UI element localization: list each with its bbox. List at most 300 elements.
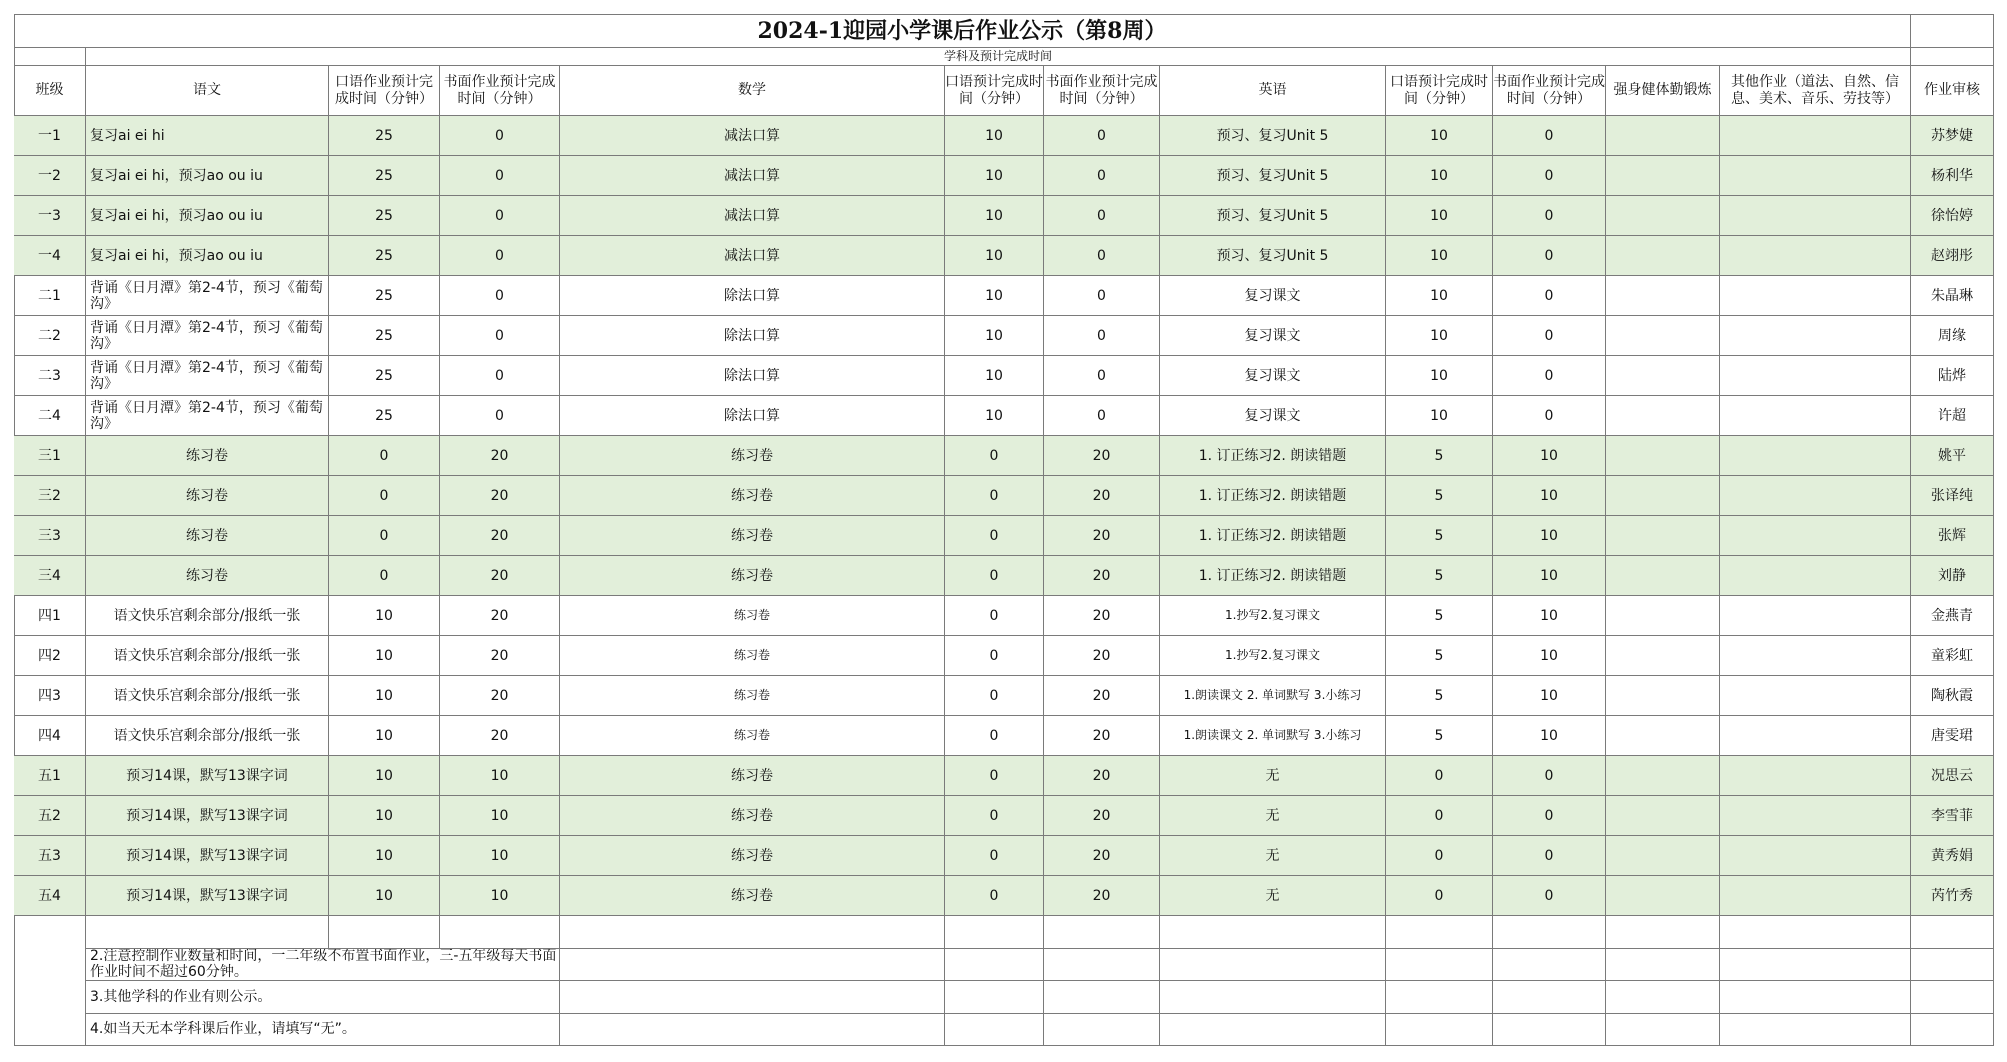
cell-math[interactable] (560, 596, 945, 636)
cell-math[interactable] (560, 436, 945, 476)
cell-exercise[interactable] (1606, 156, 1720, 196)
cell-exercise[interactable] (1606, 636, 1720, 676)
cell-other[interactable] (1720, 476, 1911, 516)
cell-english[interactable] (1160, 196, 1386, 236)
cell-english[interactable] (1160, 276, 1386, 316)
class-label[interactable] (14, 396, 86, 436)
cell-chinese-written[interactable] (440, 716, 560, 756)
cell-english-oral[interactable] (1386, 636, 1493, 676)
cell-exercise[interactable] (1606, 836, 1720, 876)
cell-chinese-written[interactable] (440, 836, 560, 876)
cell-other[interactable] (1720, 756, 1911, 796)
cell-english[interactable] (1160, 516, 1386, 556)
notes-empty-cell[interactable] (1720, 1014, 1911, 1047)
notes-empty-cell[interactable] (945, 949, 1044, 982)
cell-math[interactable] (560, 636, 945, 676)
notes-empty-cell[interactable] (1493, 949, 1606, 982)
cell-exercise[interactable] (1606, 276, 1720, 316)
class-label[interactable] (14, 516, 86, 556)
subheader-empty-cell[interactable] (1911, 48, 1994, 66)
cell-math-oral[interactable] (945, 396, 1044, 436)
class-label[interactable] (14, 116, 86, 156)
cell-chinese[interactable] (86, 196, 329, 236)
cell-chinese[interactable] (86, 156, 329, 196)
cell-chinese-oral[interactable] (329, 876, 440, 916)
cell-reviewer[interactable] (1911, 716, 1994, 756)
cell-chinese-written[interactable] (440, 396, 560, 436)
cell-math-written[interactable] (1044, 756, 1160, 796)
cell-reviewer[interactable] (1911, 756, 1994, 796)
cell-exercise[interactable] (1606, 436, 1720, 476)
cell-chinese-oral[interactable] (329, 436, 440, 476)
cell-reviewer[interactable] (1911, 276, 1994, 316)
cell-english-oral[interactable] (1386, 476, 1493, 516)
cell-math-oral[interactable] (945, 156, 1044, 196)
cell-math-written[interactable] (1044, 156, 1160, 196)
notes-empty-cell[interactable] (945, 916, 1044, 949)
notes-empty-cell[interactable] (1044, 981, 1160, 1014)
cell-math[interactable] (560, 796, 945, 836)
cell-english-written[interactable] (1493, 596, 1606, 636)
notes-empty-cell[interactable] (86, 916, 329, 949)
cell-math-oral[interactable] (945, 636, 1044, 676)
cell-reviewer[interactable] (1911, 556, 1994, 596)
cell-chinese[interactable] (86, 356, 329, 396)
cell-math-oral[interactable] (945, 236, 1044, 276)
cell-english-written[interactable] (1493, 676, 1606, 716)
cell-exercise[interactable] (1606, 556, 1720, 596)
cell-english[interactable] (1160, 756, 1386, 796)
cell-other[interactable] (1720, 516, 1911, 556)
cell-math-written[interactable] (1044, 316, 1160, 356)
cell-english-written[interactable] (1493, 156, 1606, 196)
notes-empty-cell[interactable] (1386, 949, 1493, 982)
cell-exercise[interactable] (1606, 516, 1720, 556)
cell-math[interactable] (560, 676, 945, 716)
cell-english[interactable] (1160, 836, 1386, 876)
notes-empty-cell[interactable] (1606, 981, 1720, 1014)
cell-chinese[interactable] (86, 756, 329, 796)
cell-chinese-oral[interactable] (329, 196, 440, 236)
cell-english-written[interactable] (1493, 756, 1606, 796)
cell-english[interactable] (1160, 716, 1386, 756)
cell-english-written[interactable] (1493, 476, 1606, 516)
cell-exercise[interactable] (1606, 716, 1720, 756)
notes-empty-cell[interactable] (560, 949, 945, 982)
notes-empty-cell[interactable] (1160, 1014, 1386, 1047)
cell-english[interactable] (1160, 476, 1386, 516)
cell-math-written[interactable] (1044, 796, 1160, 836)
cell-math-oral[interactable] (945, 756, 1044, 796)
cell-english-written[interactable] (1493, 876, 1606, 916)
class-label[interactable] (14, 556, 86, 596)
cell-chinese-oral[interactable] (329, 596, 440, 636)
cell-chinese-written[interactable] (440, 156, 560, 196)
cell-chinese-oral[interactable] (329, 516, 440, 556)
cell-math[interactable] (560, 396, 945, 436)
notes-empty-cell[interactable] (560, 1014, 945, 1047)
cell-other[interactable] (1720, 836, 1911, 876)
cell-english-oral[interactable] (1386, 156, 1493, 196)
cell-chinese-oral[interactable] (329, 756, 440, 796)
cell-math-oral[interactable] (945, 516, 1044, 556)
cell-english-oral[interactable] (1386, 116, 1493, 156)
notes-empty-cell[interactable] (1044, 949, 1160, 982)
cell-english-oral[interactable] (1386, 716, 1493, 756)
cell-english[interactable] (1160, 116, 1386, 156)
notes-empty-cell[interactable] (1911, 981, 1994, 1014)
cell-reviewer[interactable] (1911, 836, 1994, 876)
cell-chinese-oral[interactable] (329, 316, 440, 356)
cell-math-written[interactable] (1044, 876, 1160, 916)
cell-english-oral[interactable] (1386, 236, 1493, 276)
notes-empty-cell[interactable] (1911, 1014, 1994, 1047)
notes-empty-cell[interactable] (1720, 981, 1911, 1014)
cell-chinese-written[interactable] (440, 116, 560, 156)
cell-chinese-oral[interactable] (329, 236, 440, 276)
cell-other[interactable] (1720, 196, 1911, 236)
cell-english-written[interactable] (1493, 516, 1606, 556)
notes-empty-cell[interactable] (1911, 949, 1994, 982)
cell-exercise[interactable] (1606, 196, 1720, 236)
cell-english-written[interactable] (1493, 236, 1606, 276)
cell-chinese-written[interactable] (440, 356, 560, 396)
cell-english-oral[interactable] (1386, 356, 1493, 396)
cell-math-written[interactable] (1044, 516, 1160, 556)
cell-other[interactable] (1720, 236, 1911, 276)
cell-chinese-written[interactable] (440, 436, 560, 476)
cell-other[interactable] (1720, 716, 1911, 756)
notes-empty-cell[interactable] (1160, 949, 1386, 982)
notes-empty-cell[interactable] (1720, 916, 1911, 949)
class-label[interactable] (14, 476, 86, 516)
notes-empty-cell[interactable] (945, 981, 1044, 1014)
cell-english-written[interactable] (1493, 396, 1606, 436)
cell-english-written[interactable] (1493, 556, 1606, 596)
cell-english-oral[interactable] (1386, 516, 1493, 556)
cell-chinese-oral[interactable] (329, 556, 440, 596)
cell-english-written[interactable] (1493, 316, 1606, 356)
notes-empty-cell[interactable] (1386, 981, 1493, 1014)
cell-chinese-oral[interactable] (329, 716, 440, 756)
class-label[interactable] (14, 676, 86, 716)
cell-math-written[interactable] (1044, 356, 1160, 396)
cell-chinese[interactable] (86, 516, 329, 556)
cell-chinese[interactable] (86, 476, 329, 516)
cell-math-written[interactable] (1044, 596, 1160, 636)
notes-empty-cell[interactable] (1160, 981, 1386, 1014)
cell-english-oral[interactable] (1386, 676, 1493, 716)
cell-english-written[interactable] (1493, 796, 1606, 836)
class-label[interactable] (14, 436, 86, 476)
class-label[interactable] (14, 356, 86, 396)
cell-other[interactable] (1720, 156, 1911, 196)
cell-english[interactable] (1160, 636, 1386, 676)
cell-math-oral[interactable] (945, 876, 1044, 916)
cell-english[interactable] (1160, 796, 1386, 836)
cell-chinese-oral[interactable] (329, 356, 440, 396)
cell-chinese-written[interactable] (440, 516, 560, 556)
notes-empty-cell[interactable] (1720, 949, 1911, 982)
cell-other[interactable] (1720, 796, 1911, 836)
cell-math-written[interactable] (1044, 476, 1160, 516)
cell-chinese-written[interactable] (440, 556, 560, 596)
cell-reviewer[interactable] (1911, 636, 1994, 676)
cell-chinese-oral[interactable] (329, 116, 440, 156)
cell-exercise[interactable] (1606, 876, 1720, 916)
cell-english-oral[interactable] (1386, 836, 1493, 876)
cell-exercise[interactable] (1606, 756, 1720, 796)
cell-chinese-written[interactable] (440, 316, 560, 356)
notes-empty-cell[interactable] (1160, 916, 1386, 949)
cell-chinese-written[interactable] (440, 796, 560, 836)
cell-chinese[interactable] (86, 836, 329, 876)
cell-math-written[interactable] (1044, 436, 1160, 476)
cell-chinese-written[interactable] (440, 596, 560, 636)
cell-math-written[interactable] (1044, 716, 1160, 756)
cell-math-oral[interactable] (945, 356, 1044, 396)
notes-empty-cell[interactable] (1493, 1014, 1606, 1047)
cell-reviewer[interactable] (1911, 356, 1994, 396)
cell-math-oral[interactable] (945, 796, 1044, 836)
cell-chinese[interactable] (86, 876, 329, 916)
cell-english-oral[interactable] (1386, 196, 1493, 236)
cell-math[interactable] (560, 196, 945, 236)
subheader-empty-cell[interactable] (14, 48, 86, 66)
cell-chinese[interactable] (86, 396, 329, 436)
cell-math-written[interactable] (1044, 196, 1160, 236)
cell-reviewer[interactable] (1911, 196, 1994, 236)
class-label[interactable] (14, 756, 86, 796)
cell-math-oral[interactable] (945, 596, 1044, 636)
cell-english-written[interactable] (1493, 116, 1606, 156)
cell-chinese-written[interactable] (440, 756, 560, 796)
cell-chinese[interactable] (86, 316, 329, 356)
cell-math[interactable] (560, 836, 945, 876)
cell-english-oral[interactable] (1386, 556, 1493, 596)
notes-empty-cell[interactable] (1606, 949, 1720, 982)
notes-empty-cell[interactable] (1386, 1014, 1493, 1047)
cell-math-oral[interactable] (945, 836, 1044, 876)
cell-english[interactable] (1160, 236, 1386, 276)
cell-math[interactable] (560, 356, 945, 396)
cell-math-written[interactable] (1044, 636, 1160, 676)
cell-math-oral[interactable] (945, 436, 1044, 476)
cell-other[interactable] (1720, 276, 1911, 316)
cell-reviewer[interactable] (1911, 116, 1994, 156)
cell-english[interactable] (1160, 876, 1386, 916)
cell-math[interactable] (560, 756, 945, 796)
cell-math-written[interactable] (1044, 116, 1160, 156)
class-label[interactable] (14, 596, 86, 636)
cell-other[interactable] (1720, 396, 1911, 436)
cell-chinese-written[interactable] (440, 276, 560, 316)
cell-math[interactable] (560, 276, 945, 316)
notes-empty-cell[interactable] (1493, 916, 1606, 949)
cell-english-oral[interactable] (1386, 876, 1493, 916)
cell-english-written[interactable] (1493, 636, 1606, 676)
cell-english-oral[interactable] (1386, 756, 1493, 796)
cell-chinese[interactable] (86, 676, 329, 716)
cell-math-oral[interactable] (945, 196, 1044, 236)
cell-english[interactable] (1160, 316, 1386, 356)
title-empty-cell[interactable] (1911, 14, 1994, 48)
cell-exercise[interactable] (1606, 396, 1720, 436)
notes-empty-cell[interactable] (440, 916, 560, 949)
class-label[interactable] (14, 716, 86, 756)
cell-english-written[interactable] (1493, 836, 1606, 876)
cell-other[interactable] (1720, 316, 1911, 356)
cell-chinese-written[interactable] (440, 636, 560, 676)
cell-reviewer[interactable] (1911, 676, 1994, 716)
cell-math-oral[interactable] (945, 276, 1044, 316)
cell-other[interactable] (1720, 116, 1911, 156)
class-label[interactable] (14, 236, 86, 276)
cell-other[interactable] (1720, 356, 1911, 396)
cell-math[interactable] (560, 156, 945, 196)
cell-chinese[interactable] (86, 636, 329, 676)
cell-english[interactable] (1160, 356, 1386, 396)
cell-exercise[interactable] (1606, 796, 1720, 836)
cell-other[interactable] (1720, 676, 1911, 716)
cell-chinese-written[interactable] (440, 876, 560, 916)
notes-empty-cell[interactable] (560, 981, 945, 1014)
cell-math-oral[interactable] (945, 716, 1044, 756)
cell-reviewer[interactable] (1911, 876, 1994, 916)
notes-empty-cell[interactable] (1911, 916, 1994, 949)
class-label[interactable] (14, 276, 86, 316)
class-label[interactable] (14, 196, 86, 236)
class-label[interactable] (14, 156, 86, 196)
cell-math[interactable] (560, 516, 945, 556)
notes-empty-cell[interactable] (1606, 916, 1720, 949)
cell-other[interactable] (1720, 556, 1911, 596)
cell-other[interactable] (1720, 636, 1911, 676)
cell-chinese-oral[interactable] (329, 676, 440, 716)
cell-reviewer[interactable] (1911, 316, 1994, 356)
cell-english-oral[interactable] (1386, 316, 1493, 356)
cell-chinese[interactable] (86, 596, 329, 636)
cell-chinese-written[interactable] (440, 476, 560, 516)
cell-math-written[interactable] (1044, 236, 1160, 276)
cell-english[interactable] (1160, 436, 1386, 476)
cell-english-oral[interactable] (1386, 276, 1493, 316)
cell-reviewer[interactable] (1911, 156, 1994, 196)
notes-empty-cell[interactable] (329, 916, 440, 949)
cell-chinese[interactable] (86, 556, 329, 596)
cell-english[interactable] (1160, 596, 1386, 636)
cell-other[interactable] (1720, 596, 1911, 636)
cell-math[interactable] (560, 476, 945, 516)
cell-math-oral[interactable] (945, 316, 1044, 356)
cell-english-written[interactable] (1493, 276, 1606, 316)
cell-english-oral[interactable] (1386, 396, 1493, 436)
notes-empty-cell[interactable] (1386, 916, 1493, 949)
cell-math-oral[interactable] (945, 116, 1044, 156)
cell-exercise[interactable] (1606, 676, 1720, 716)
notes-empty-cell[interactable] (945, 1014, 1044, 1047)
cell-other[interactable] (1720, 876, 1911, 916)
cell-english[interactable] (1160, 676, 1386, 716)
cell-chinese-written[interactable] (440, 196, 560, 236)
cell-english-oral[interactable] (1386, 796, 1493, 836)
cell-english[interactable] (1160, 556, 1386, 596)
cell-math[interactable] (560, 876, 945, 916)
cell-math[interactable] (560, 716, 945, 756)
cell-math-written[interactable] (1044, 276, 1160, 316)
cell-chinese-oral[interactable] (329, 836, 440, 876)
cell-english-oral[interactable] (1386, 596, 1493, 636)
notes-empty-cell[interactable] (1044, 916, 1160, 949)
cell-chinese[interactable] (86, 436, 329, 476)
class-label[interactable] (14, 796, 86, 836)
cell-chinese-oral[interactable] (329, 396, 440, 436)
cell-english[interactable] (1160, 396, 1386, 436)
cell-chinese-oral[interactable] (329, 796, 440, 836)
notes-empty-cell[interactable] (1044, 1014, 1160, 1047)
cell-math-written[interactable] (1044, 556, 1160, 596)
cell-chinese-oral[interactable] (329, 276, 440, 316)
class-label[interactable] (14, 836, 86, 876)
cell-other[interactable] (1720, 436, 1911, 476)
cell-reviewer[interactable] (1911, 596, 1994, 636)
cell-exercise[interactable] (1606, 236, 1720, 276)
notes-empty-cell[interactable] (1606, 1014, 1720, 1047)
cell-math-written[interactable] (1044, 396, 1160, 436)
cell-chinese[interactable] (86, 716, 329, 756)
class-label[interactable] (14, 316, 86, 356)
cell-math[interactable] (560, 556, 945, 596)
cell-reviewer[interactable] (1911, 396, 1994, 436)
cell-chinese-oral[interactable] (329, 476, 440, 516)
cell-math-oral[interactable] (945, 476, 1044, 516)
cell-chinese-oral[interactable] (329, 156, 440, 196)
cell-exercise[interactable] (1606, 316, 1720, 356)
cell-reviewer[interactable] (1911, 436, 1994, 476)
cell-chinese[interactable] (86, 236, 329, 276)
class-label[interactable] (14, 876, 86, 916)
cell-math[interactable] (560, 236, 945, 276)
cell-chinese[interactable] (86, 276, 329, 316)
cell-math-oral[interactable] (945, 556, 1044, 596)
cell-english-written[interactable] (1493, 196, 1606, 236)
notes-empty-cell[interactable] (560, 916, 945, 949)
cell-reviewer[interactable] (1911, 236, 1994, 276)
cell-chinese[interactable] (86, 116, 329, 156)
cell-exercise[interactable] (1606, 596, 1720, 636)
class-label[interactable] (14, 636, 86, 676)
cell-reviewer[interactable] (1911, 476, 1994, 516)
notes-left-cell[interactable] (14, 916, 86, 1046)
cell-reviewer[interactable] (1911, 516, 1994, 556)
cell-chinese-written[interactable] (440, 236, 560, 276)
cell-english-oral[interactable] (1386, 436, 1493, 476)
cell-reviewer[interactable] (1911, 796, 1994, 836)
cell-math-written[interactable] (1044, 836, 1160, 876)
cell-exercise[interactable] (1606, 356, 1720, 396)
cell-english-written[interactable] (1493, 716, 1606, 756)
cell-chinese-written[interactable] (440, 676, 560, 716)
cell-exercise[interactable] (1606, 476, 1720, 516)
cell-chinese-oral[interactable] (329, 636, 440, 676)
cell-math-oral[interactable] (945, 676, 1044, 716)
cell-math[interactable] (560, 316, 945, 356)
cell-english-written[interactable] (1493, 436, 1606, 476)
cell-english[interactable] (1160, 156, 1386, 196)
cell-exercise[interactable] (1606, 116, 1720, 156)
cell-math-written[interactable] (1044, 676, 1160, 716)
cell-english-written[interactable] (1493, 356, 1606, 396)
